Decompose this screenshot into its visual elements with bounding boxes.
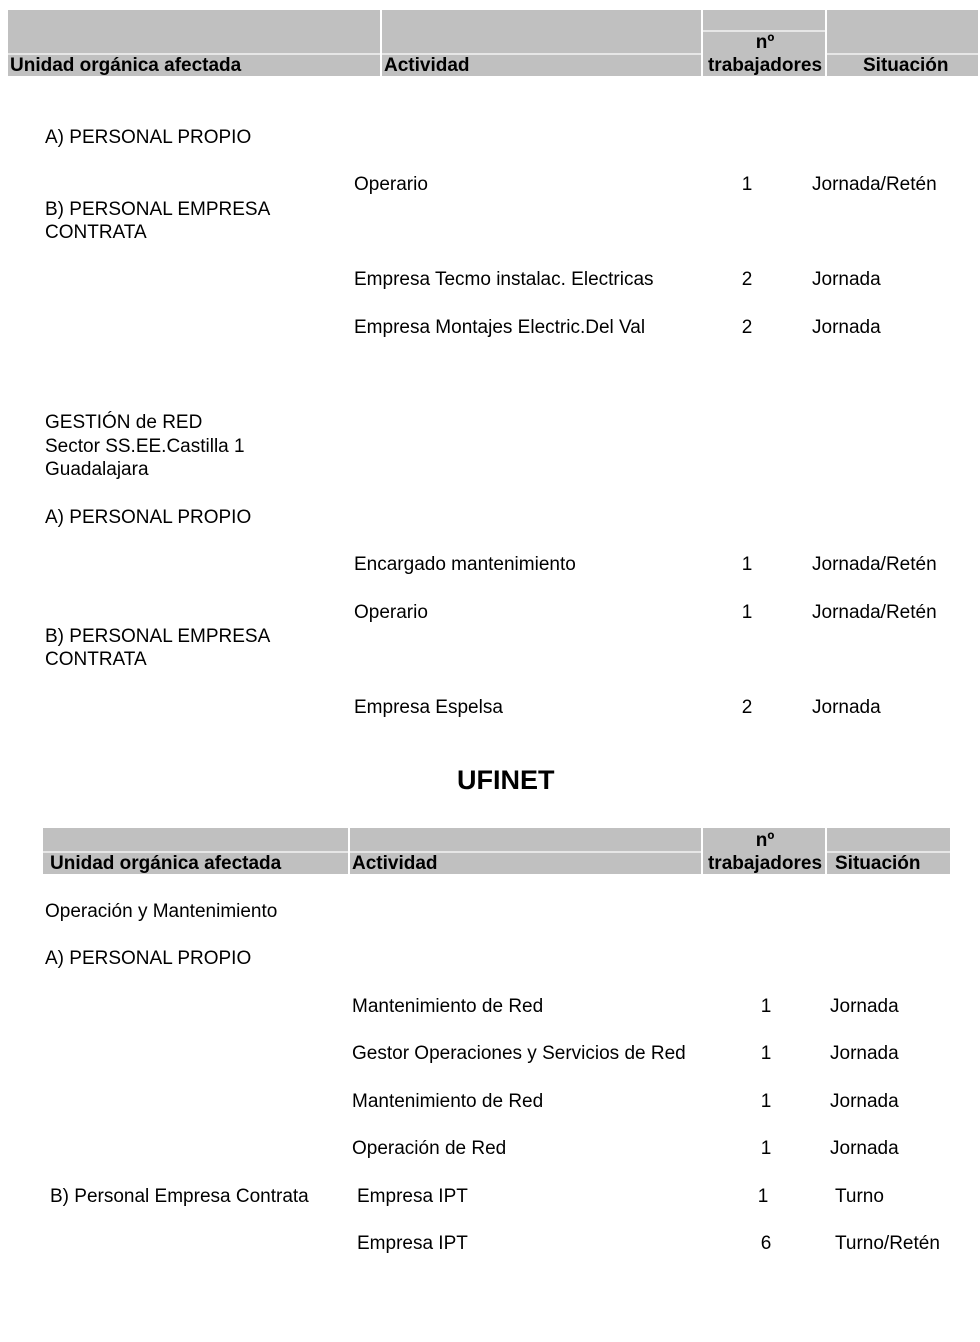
header-n-line1: nº [755, 830, 775, 851]
row-situacion: Turno [835, 1186, 884, 1207]
row-actividad: Empresa IPT [357, 1233, 468, 1254]
group-label: A) PERSONAL PROPIO [45, 948, 252, 969]
row-n: 2 [741, 697, 753, 718]
group-label: Sector SS.EE.Castilla 1 [45, 436, 245, 457]
row-n: 1 [757, 1186, 769, 1207]
row-n: 1 [760, 1138, 772, 1159]
row-actividad: Operación de Red [352, 1138, 507, 1159]
row-actividad: Gestor Operaciones y Servicios de Red [352, 1043, 686, 1064]
group-label: B) PERSONAL EMPRESA [45, 626, 271, 647]
row-situacion: Jornada [812, 697, 881, 718]
group-label: CONTRATA [45, 649, 147, 670]
row-situacion: Jornada [812, 317, 881, 338]
group-label: Operación y Mantenimiento [45, 901, 278, 922]
row-situacion: Turno/Retén [835, 1233, 940, 1254]
row-situacion: Jornada [830, 1091, 899, 1112]
header-situacion: Situación [835, 853, 921, 874]
section-title: UFINET [457, 765, 555, 795]
row-situacion: Jornada/Retén [812, 602, 937, 623]
group-label: Guadalajara [45, 459, 149, 480]
header-situacion: Situación [863, 55, 949, 76]
row-situacion: Jornada [830, 996, 899, 1017]
row-actividad: Empresa Montajes Electric.Del Val [354, 317, 646, 338]
row-n: 6 [760, 1233, 772, 1254]
row-actividad: Mantenimiento de Red [352, 996, 544, 1017]
row-n: 2 [741, 269, 753, 290]
row-situacion: Jornada [830, 1043, 899, 1064]
row-actividad: Encargado mantenimiento [354, 554, 576, 575]
row-actividad: Empresa IPT [357, 1186, 468, 1207]
row-n: 1 [760, 1091, 772, 1112]
group-label: A) PERSONAL PROPIO [45, 127, 252, 148]
header-n-line1: nº [755, 32, 775, 53]
group-label: A) PERSONAL PROPIO [45, 507, 252, 528]
group-label: GESTIÓN de RED [45, 412, 203, 433]
row-n: 1 [760, 996, 772, 1017]
row-situacion: Jornada/Retén [812, 554, 937, 575]
row-situacion: Jornada [812, 269, 881, 290]
group-label: CONTRATA [45, 222, 147, 243]
row-actividad: Empresa Tecmo instalac. Electricas [354, 269, 654, 290]
row-actividad: Empresa Espelsa [354, 697, 503, 718]
row-actividad: Mantenimiento de Red [352, 1091, 544, 1112]
header-unidad: Unidad orgánica afectada [10, 55, 242, 76]
group-label: B) PERSONAL EMPRESA [45, 199, 271, 220]
row-n: 1 [741, 602, 753, 623]
row-situacion: Jornada/Retén [812, 174, 937, 195]
row-actividad: Operario [354, 174, 428, 195]
header-actividad: Actividad [384, 55, 470, 76]
header-n-line2: trabajadores [707, 853, 823, 874]
row-n: 1 [760, 1043, 772, 1064]
row-n: 2 [741, 317, 753, 338]
header-actividad: Actividad [352, 853, 438, 874]
row-situacion: Jornada [830, 1138, 899, 1159]
header-n-line2: trabajadores [707, 55, 823, 76]
row-n: 1 [741, 174, 753, 195]
header-unidad: Unidad orgánica afectada [50, 853, 282, 874]
row-n: 1 [741, 554, 753, 575]
group-label: B) Personal Empresa Contrata [50, 1186, 309, 1207]
row-actividad: Operario [354, 602, 428, 623]
